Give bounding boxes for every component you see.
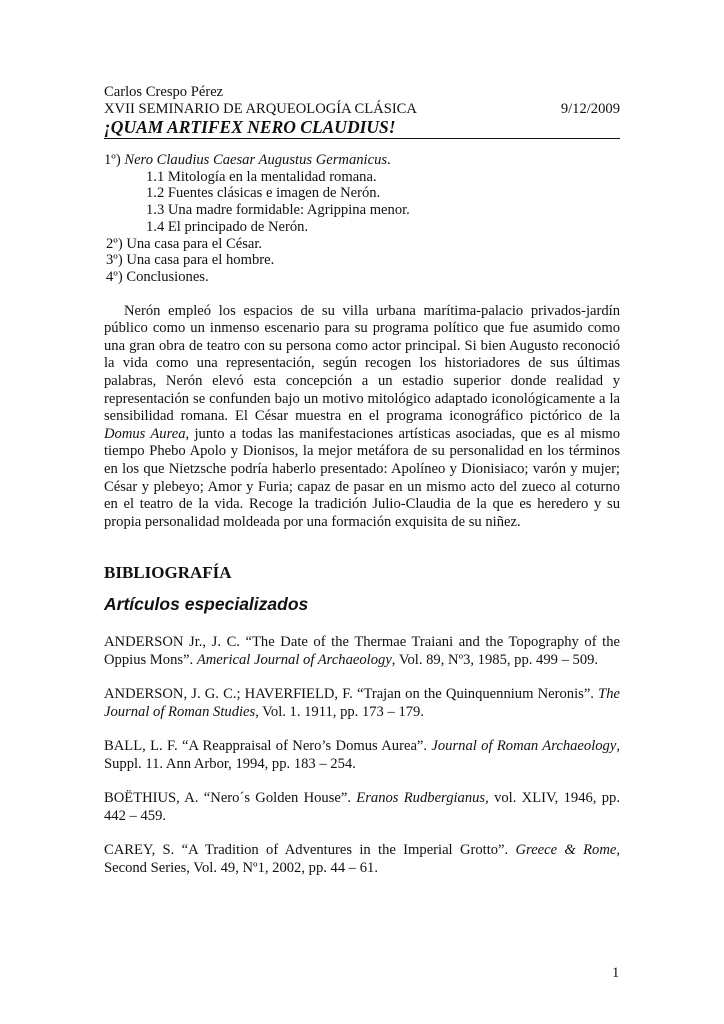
bibliography-heading: BIBLIOGRAFÍA [104,563,232,583]
header-row [104,101,620,118]
outline-item-4: 4º) Conclusiones. [106,268,209,285]
reference-item: BOËTHIUS, A. “Nero´s Golden House”. Eranos Rudbergianus, vol. XLIV, 1946, pp. 442 – 459. [104,790,620,825]
bibliography-subheading: Artículos especializados [104,594,309,615]
reference-item: BALL, L. F. “A Reappraisal of Nero’s Domus Aurea”. Journal of Roman Archaeology, Suppl. 11. Ann Arbor, 1994, pp. 183 – 254. [104,738,620,773]
reference-item: ANDERSON, J. G. C.; HAVERFIELD, F. “Trajan on the Quinquennium Neronis”. The Journal of Roman Studies, Vol. 1. 1911, pp. 173 – 179. [104,686,620,721]
outline-item-2: 2º) Una casa para el César. [106,235,263,252]
header-date: 9/12/2009 [560,100,620,117]
outline-subitem: 1.2 Fuentes clásicas e imagen de Nerón. [146,185,381,202]
abstract-paragraph: Nerón empleó los espacios de su villa urbana marítima-palacio privados-jardín público como un inmenso escenario para su programa político que fue asumido como una gran obra de teatro con su persona como actor principal. Si bien Augusto reconoció la vida como una representación, según recogen los historiadores de sus últimas palabras, Nerón elevó esta concepción a un estadio superior donde realidad y representación se confunden bajo un motivo mitológico adaptado iconológicamente a la sensibilidad romana. El César muestra en el programa iconográfico pictórico de la Domus Aurea, junto a todas las manifestaciones artísticas asociadas, que es al mismo tiempo Phebo Apolo y Dionisos, la mejor metáfora de su personalidad en los términos en los que Nietzsche podría haberlo presentado: Apolíneo y Dionisiaco; varón y mujer; César y plebeyo; Amor y Furia; capaz de pasar en un mismo acto del zueco al coturno en el teatro de la vida. Recoge la tradición Julio-Claudia de la que es heredero y su propia personalidad moldeada por una formación exquisita de su niñez. [104,302,621,530]
outline-subitem: 1.3 Una madre formidable: Agrippina menor. [146,202,410,219]
reference-list [104,633,620,877]
outline-item-3: 3º) Una casa para el hombre. [106,252,275,269]
seminar-name: XVII SEMINARIO DE ARQUEOLOGÍA CLÁSICA [104,100,417,117]
document-title: ¡QUAM ARTIFEX NERO CLAUDIUS! [104,117,620,139]
outline-subitem: 1.1 Mitología en la mentalidad romana. [146,168,377,185]
reference-item: ANDERSON Jr., J. C. “The Date of the Thermae Traiani and the Topography of the Oppius Mons”. Americal Journal of Archaeology, Vol. 89, Nº3, 1985, pp. 499 – 509. [104,634,620,669]
page-number: 1 [612,965,620,981]
domus-aurea-italic: Domus Aurea [104,425,186,442]
reference-item: CAREY, S. “A Tradition of Adventures in the Imperial Grotto”. Greece & Rome, Second Series, Vol. 49, Nº1, 2002, pp. 44 – 61. [104,842,620,877]
outline-subitem: 1.4 El principado de Nerón. [146,218,309,235]
outline [104,152,620,286]
outline-item-1: 1º) Nero Claudius Caesar Augustus Germanicus. [104,152,391,168]
author-name: Carlos Crespo Pérez [104,84,224,100]
page-header [104,84,620,139]
document-page [104,84,620,893]
outline-item-1-title: Nero Claudius Caesar Augustus Germanicus [124,152,388,168]
